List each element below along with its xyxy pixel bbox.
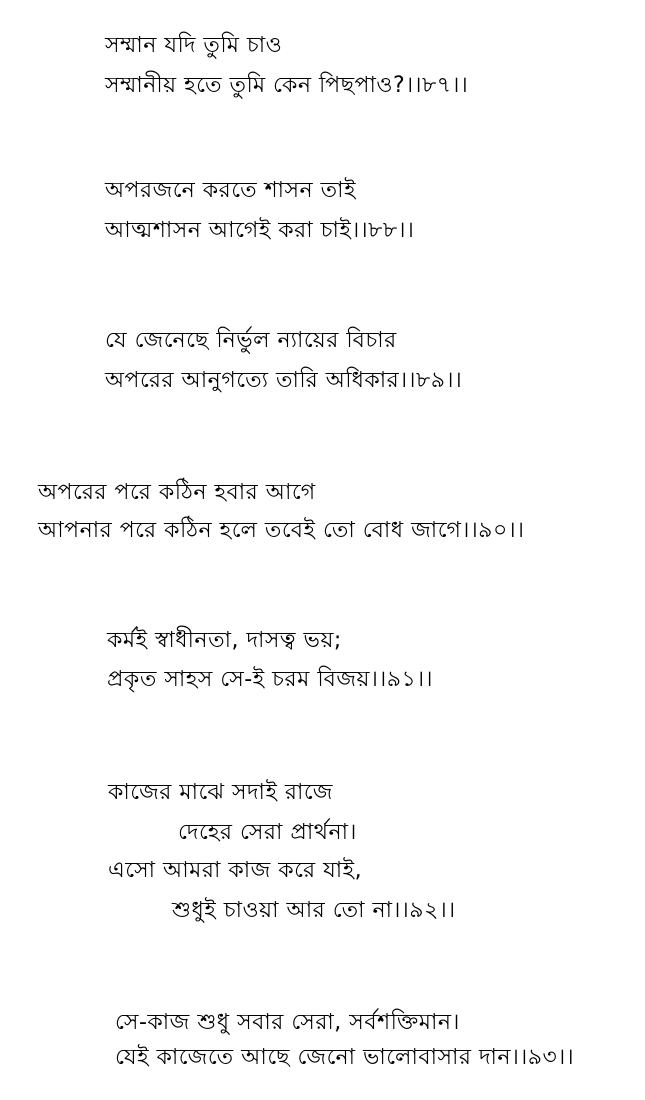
verse-line: সম্মানীয় হতে তুমি কেন পিছপাও?।।৮৭।। [105, 73, 469, 98]
verse-line: আত্মশাসন আগেই করা চাই।।৮৮।। [105, 218, 415, 243]
verse-line: প্রকৃত সাহস সে-ই চরম বিজয়।।৯১।। [107, 667, 434, 692]
verse-line: কাজের মাঝে সদাই রাজে [108, 780, 333, 805]
verse-line: শুধুই চাওয়া আর তো না।।৯২।। [172, 898, 456, 923]
verse-line: অপরের আনুগত্যে তারি অধিকার।।৮৯।। [105, 368, 463, 393]
verse-line: যে জেনেছে নির্ভুল ন্যায়ের বিচার [105, 328, 397, 353]
verse-line: দেহের সেরা প্রার্থনা। [178, 820, 357, 845]
verse-line: সম্মান যদি তুমি চাও [105, 33, 283, 58]
verse-line: আপনার পরে কঠিন হলে তবেই তো বোধ জাগে।।৯০।। [38, 518, 525, 543]
verse-line: এসো আমরা কাজ করে যাই, [108, 858, 363, 883]
verse-line: অপরজনে করতে শাসন তাই [105, 178, 356, 203]
verse-line: কর্মই স্বাধীনতা, দাসত্ব ভয়; [107, 628, 342, 653]
verse-line: যেই কাজেতে আছে জেনো ভালোবাসার দান।।৯৩।। [115, 1045, 575, 1070]
verse-line: অপরের পরে কঠিন হবার আগে [38, 480, 316, 505]
verse-line: সে-কাজ শুধু সবার সেরা, সর্বশক্তিমান। [115, 1010, 460, 1035]
